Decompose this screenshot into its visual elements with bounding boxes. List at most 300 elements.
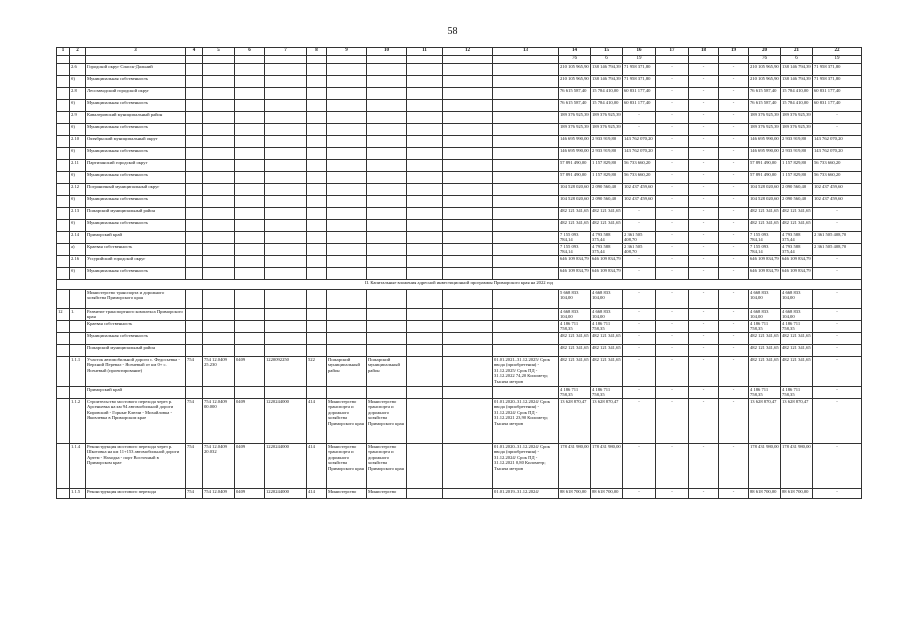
cell-col-7: 1220092250 <box>265 357 307 387</box>
cell-col-1 <box>57 220 70 232</box>
cell-col-15: 4 186 711 758,35 <box>591 387 623 399</box>
cell-col-22: - <box>813 387 862 399</box>
cell-col-12 <box>443 357 493 387</box>
cell-col-17: - <box>656 232 689 244</box>
cell-col-4 <box>186 321 203 333</box>
cell-col-5 <box>203 184 235 196</box>
column-number-2: 2 <box>70 48 86 56</box>
table-row <box>57 268 862 280</box>
cell-col-19: - <box>719 444 749 489</box>
cell-col-2: б) <box>70 100 86 112</box>
cell-col-6 <box>235 136 265 148</box>
cell-col-2: 2.9 <box>70 112 86 124</box>
cell-col-7 <box>265 112 307 124</box>
cell-col-4 <box>186 232 203 244</box>
cell-col-6 <box>235 220 265 232</box>
cell-col-10: Министерство транспорта и дорожного хозяйства Приморского края <box>367 399 407 444</box>
cell-col-2: 2.14 <box>70 232 86 244</box>
cell-col-7 <box>265 160 307 172</box>
cell-col-13 <box>493 100 559 112</box>
cell-col-15: 15 784 410,00 <box>591 100 623 112</box>
page-number: 58 <box>447 26 458 37</box>
cell-col-5 <box>203 208 235 220</box>
cell-col-13 <box>493 268 559 280</box>
cell-col-8 <box>307 333 327 345</box>
table-row <box>57 256 862 268</box>
cell-col-3: Городской округ Спасск-Дальний <box>86 64 186 76</box>
cell-col-7 <box>265 184 307 196</box>
cell-col-16: - <box>623 290 656 309</box>
cell-col-4 <box>186 124 203 136</box>
cell-col-7: 1220244000 <box>265 489 307 499</box>
cell-col-13 <box>493 88 559 100</box>
cell-col-12 <box>443 333 493 345</box>
cell-col-10 <box>367 160 407 172</box>
cell-col-17: - <box>656 256 689 268</box>
cell-col-5 <box>203 256 235 268</box>
cell-col-5 <box>203 112 235 124</box>
cell-col-15: 482 121 341,65 <box>591 220 623 232</box>
cell-col-17: - <box>656 196 689 208</box>
table-row <box>57 184 862 196</box>
column-number-7: 7 <box>265 48 307 56</box>
table-row <box>57 290 862 309</box>
cell-col-21: 2 933 919,80 <box>781 136 813 148</box>
cell-col-12 <box>443 489 493 499</box>
cell-col-10: Министерство транспорта и дорожного хозяйства Приморского края <box>367 444 407 489</box>
cell-col-15: 2 933 919,80 <box>591 136 623 148</box>
cell-col-12 <box>443 345 493 357</box>
cell-col-14: 5 668 833 104,00 <box>559 290 591 309</box>
cell-col-7: 1220244000 <box>265 444 307 489</box>
cell-col-16: 102 437 459,60 <box>623 196 656 208</box>
cell-col-13 <box>493 172 559 184</box>
cell-col-6 <box>235 172 265 184</box>
cell-col-1 <box>57 148 70 160</box>
cell-col-5 <box>203 160 235 172</box>
cell-col-17: - <box>656 136 689 148</box>
cell-col-9: Министерство транспорта и дорожного хозяйства Приморского края <box>327 444 367 489</box>
cell-col-8 <box>307 172 327 184</box>
cell-col-8 <box>307 244 327 256</box>
cell-col-22: - <box>813 290 862 309</box>
cell-col-18: - <box>689 399 719 444</box>
cell-col-6 <box>235 76 265 88</box>
cell-col-2: 1. <box>70 309 86 321</box>
cell-col-14: 4 668 833 104,00 <box>559 309 591 321</box>
cell-col-16: - <box>623 124 656 136</box>
cell-col-17: - <box>656 88 689 100</box>
cell-col-19: - <box>719 244 749 256</box>
column-number-3: 3 <box>86 48 186 56</box>
cell-col-8 <box>307 112 327 124</box>
cell-col-21: 189 376 925,39 <box>781 124 813 136</box>
cell-col-2: 2.12 <box>70 184 86 196</box>
cell-col-14: 482 121 341,65 <box>559 220 591 232</box>
cell-col-6 <box>235 309 265 321</box>
cell-col-3: Муниципальная собственность <box>86 196 186 208</box>
cell-col-22: - <box>813 256 862 268</box>
cell-col-13 <box>493 244 559 256</box>
cell-col-11 <box>407 208 443 220</box>
cell-col-17: - <box>656 399 689 444</box>
cell-col-10 <box>367 232 407 244</box>
cell-col-17: - <box>656 208 689 220</box>
cell-col-21: 2 933 919,80 <box>781 148 813 160</box>
cell-col-18 <box>689 56 719 64</box>
table-row <box>57 489 862 499</box>
cell-col-19: - <box>719 220 749 232</box>
cell-col-12 <box>443 148 493 160</box>
cell-col-9 <box>327 333 367 345</box>
cell-col-7 <box>265 124 307 136</box>
cell-col-7 <box>265 321 307 333</box>
cell-col-9 <box>327 100 367 112</box>
cell-col-9 <box>327 345 367 357</box>
cell-col-1 <box>57 100 70 112</box>
cell-col-20: 7 155 093 784,14 <box>749 244 781 256</box>
cell-col-16: - <box>623 112 656 124</box>
cell-col-1 <box>57 333 70 345</box>
cell-col-16: 2 361 505 408,70 <box>623 232 656 244</box>
cell-col-1 <box>57 172 70 184</box>
cell-col-6 <box>235 112 265 124</box>
cell-col-13 <box>493 309 559 321</box>
cell-col-2: 1.1.2 <box>70 399 86 444</box>
cell-col-19: - <box>719 399 749 444</box>
cell-col-10: Министерство <box>367 489 407 499</box>
cell-col-21: 6 <box>781 56 813 64</box>
cell-col-1 <box>57 112 70 124</box>
cell-col-16: 71 958 371,80 <box>623 76 656 88</box>
cell-col-5 <box>203 309 235 321</box>
cell-col-14: 4 186 711 758,35 <box>559 321 591 333</box>
cell-col-3: Муниципальная собственность <box>86 172 186 184</box>
cell-col-2: 2.11 <box>70 160 86 172</box>
cell-col-6 <box>235 100 265 112</box>
cell-col-11 <box>407 268 443 280</box>
cell-col-14: 76 615 587,40 <box>559 100 591 112</box>
cell-col-11 <box>407 244 443 256</box>
cell-col-4: 754 <box>186 357 203 387</box>
cell-col-20: 104 528 020,60 <box>749 196 781 208</box>
cell-col-12 <box>443 124 493 136</box>
cell-col-19 <box>719 56 749 64</box>
cell-col-12 <box>443 208 493 220</box>
cell-col-10 <box>367 124 407 136</box>
cell-col-8 <box>307 64 327 76</box>
cell-col-4: 754 <box>186 399 203 444</box>
cell-col-16: - <box>623 268 656 280</box>
cell-col-13 <box>493 148 559 160</box>
cell-col-22: 56 733 660,20 <box>813 172 862 184</box>
cell-col-8 <box>307 256 327 268</box>
cell-col-19: - <box>719 232 749 244</box>
cell-col-1 <box>57 444 70 489</box>
cell-col-20: 57 891 490,00 <box>749 172 781 184</box>
cell-col-4 <box>186 112 203 124</box>
cell-col-3 <box>86 56 186 64</box>
column-number-13: 13 <box>493 48 559 56</box>
cell-col-3: Муниципальная собственность <box>86 220 186 232</box>
cell-col-14: 57 891 490,00 <box>559 172 591 184</box>
cell-col-4 <box>186 196 203 208</box>
cell-col-10 <box>367 64 407 76</box>
cell-col-17: - <box>656 112 689 124</box>
cell-col-22: 2 361 505 408,70 <box>813 244 862 256</box>
cell-col-4 <box>186 136 203 148</box>
cell-col-18: - <box>689 309 719 321</box>
cell-col-13 <box>493 76 559 88</box>
cell-col-16: 102 437 459,60 <box>623 184 656 196</box>
cell-col-8 <box>307 184 327 196</box>
cell-col-11 <box>407 76 443 88</box>
cell-col-18: - <box>689 387 719 399</box>
cell-col-3: Министерство транспорта и дорожного хозяйства Приморского края <box>86 290 186 309</box>
cell-col-20: 104 528 020,60 <box>749 184 781 196</box>
cell-col-13 <box>493 56 559 64</box>
cell-col-10 <box>367 196 407 208</box>
cell-col-11 <box>407 333 443 345</box>
cell-col-6 <box>235 345 265 357</box>
cell-col-7 <box>265 387 307 399</box>
column-number-6: 6 <box>235 48 265 56</box>
cell-col-16: - <box>623 489 656 499</box>
cell-col-2 <box>70 345 86 357</box>
cell-col-1 <box>57 56 70 64</box>
cell-col-16: 143 762 070,20 <box>623 136 656 148</box>
cell-col-22: - <box>813 321 862 333</box>
cell-col-10 <box>367 172 407 184</box>
cell-col-18: - <box>689 196 719 208</box>
cell-col-4 <box>186 333 203 345</box>
cell-col-21: 482 121 341,65 <box>781 208 813 220</box>
cell-col-3: Реконструкция мостового перехода <box>86 489 186 499</box>
cell-col-11 <box>407 172 443 184</box>
cell-col-11 <box>407 124 443 136</box>
cell-col-20: 646 109 834,79 <box>749 268 781 280</box>
cell-col-3: Строительство мостового перехода через р. Арсеньевка на км 94 автомобильной дороги Кировский - Горные Ключи - Михайловка - Яковлевка в Приморском крае <box>86 399 186 444</box>
cell-col-16: 56 733 660,20 <box>623 172 656 184</box>
cell-col-17: - <box>656 160 689 172</box>
cell-col-3: Приморский край <box>86 232 186 244</box>
cell-col-10 <box>367 268 407 280</box>
cell-col-3: Лесозаводский городской округ <box>86 88 186 100</box>
cell-col-12 <box>443 321 493 333</box>
cell-col-19: - <box>719 345 749 357</box>
cell-col-11 <box>407 489 443 499</box>
cell-col-17: - <box>656 489 689 499</box>
cell-col-21: 189 376 925,39 <box>781 112 813 124</box>
cell-col-3: Участок автомобильной дороги с. Федосьевка - Верхний Перевал - Ясеневый от км 0+ с. Ясеневый (проектирование) <box>86 357 186 387</box>
cell-col-10 <box>367 244 407 256</box>
cell-col-3: Реконструкция мостового перехода через р. Шкотовка на км 11+153 автомобильной дороги Артем - Находка - порт Восточный в Приморском крае <box>86 444 186 489</box>
cell-col-6 <box>235 387 265 399</box>
cell-col-7 <box>265 290 307 309</box>
cell-col-22: 19 <box>813 56 862 64</box>
cell-col-16: - <box>623 256 656 268</box>
table-row <box>57 112 862 124</box>
cell-col-17: - <box>656 172 689 184</box>
cell-col-4 <box>186 309 203 321</box>
cell-col-2: б) <box>70 196 86 208</box>
cell-col-17: - <box>656 184 689 196</box>
cell-col-17: - <box>656 387 689 399</box>
cell-col-8 <box>307 196 327 208</box>
cell-col-2 <box>70 290 86 309</box>
cell-col-8 <box>307 345 327 357</box>
cell-col-12 <box>443 244 493 256</box>
cell-col-14: 104 528 020,60 <box>559 184 591 196</box>
cell-col-15: 13 628 870,47 <box>591 399 623 444</box>
cell-col-15: 482 121 341,65 <box>591 208 623 220</box>
cell-col-17: - <box>656 148 689 160</box>
cell-col-15: 482 121 341,65 <box>591 357 623 387</box>
cell-col-10 <box>367 76 407 88</box>
cell-col-14: 13 628 870,47 <box>559 399 591 444</box>
cell-col-22: 60 831 177,40 <box>813 88 862 100</box>
cell-col-10 <box>367 345 407 357</box>
cell-col-13 <box>493 208 559 220</box>
cell-col-16: 71 958 371,80 <box>623 64 656 76</box>
cell-col-22: - <box>813 124 862 136</box>
cell-col-15: 2 933 919,80 <box>591 148 623 160</box>
cell-col-3: Краевая собственность <box>86 244 186 256</box>
cell-col-15: 178 431 980,00 <box>591 444 623 489</box>
cell-col-8 <box>307 160 327 172</box>
cell-col-11 <box>407 112 443 124</box>
cell-col-16: - <box>623 220 656 232</box>
cell-col-22: 143 762 070,20 <box>813 148 862 160</box>
cell-col-20: 146 695 990,00 <box>749 136 781 148</box>
cell-col-2 <box>70 387 86 399</box>
cell-col-19: - <box>719 387 749 399</box>
cell-col-6 <box>235 184 265 196</box>
column-number-4: 4 <box>186 48 203 56</box>
cell-col-10: Пожарский муниципальный район <box>367 357 407 387</box>
cell-col-16: - <box>623 333 656 345</box>
cell-col-11 <box>407 184 443 196</box>
cell-col-2: 1.1.5 <box>70 489 86 499</box>
cell-col-20: 482 121 341,65 <box>749 345 781 357</box>
cell-col-17: - <box>656 357 689 387</box>
cell-col-4 <box>186 64 203 76</box>
cell-col-12 <box>443 444 493 489</box>
table-row <box>57 208 862 220</box>
cell-col-20: 76 615 587,40 <box>749 100 781 112</box>
cell-col-11 <box>407 148 443 160</box>
cell-col-21: 15 784 410,00 <box>781 88 813 100</box>
cell-col-21: 15 784 410,00 <box>781 100 813 112</box>
cell-col-8 <box>307 232 327 244</box>
cell-col-7 <box>265 345 307 357</box>
cell-col-17: - <box>656 309 689 321</box>
cell-col-14: 482 121 341,65 <box>559 208 591 220</box>
cell-col-16: 19 <box>623 56 656 64</box>
cell-col-8 <box>307 309 327 321</box>
cell-col-10 <box>367 208 407 220</box>
cell-col-14: 482 121 341,65 <box>559 333 591 345</box>
cell-col-13: 01.01.2020–31.12.2024/ Срок ввода (приобретения) - 31.12.2024/ Срок ПД - 31.12.2021 0,80 Километр; Тысяча метров <box>493 444 559 489</box>
cell-col-16: - <box>623 208 656 220</box>
cell-col-16: - <box>623 321 656 333</box>
cell-col-4 <box>186 256 203 268</box>
cell-col-15: 4 668 833 104,00 <box>591 290 623 309</box>
cell-col-5 <box>203 88 235 100</box>
column-number-20: 20 <box>749 48 781 56</box>
cell-col-20: 482 121 341,65 <box>749 357 781 387</box>
cell-col-7 <box>265 76 307 88</box>
column-numbers-row <box>57 48 862 56</box>
cell-col-19: - <box>719 290 749 309</box>
column-number-11: 11 <box>407 48 443 56</box>
cell-col-22: - <box>813 220 862 232</box>
cell-col-21: 2 090 560,40 <box>781 196 813 208</box>
cell-col-19: - <box>719 148 749 160</box>
cell-col-12 <box>443 56 493 64</box>
cell-col-13 <box>493 112 559 124</box>
cell-col-9 <box>327 160 367 172</box>
cell-col-22: 2 361 505 408,70 <box>813 232 862 244</box>
cell-col-21: 138 146 794,39 <box>781 76 813 88</box>
cell-col-22: - <box>813 208 862 220</box>
cell-col-9 <box>327 124 367 136</box>
cell-col-9 <box>327 256 367 268</box>
cell-col-10 <box>367 256 407 268</box>
cell-col-6 <box>235 196 265 208</box>
table-row <box>57 196 862 208</box>
cell-col-10 <box>367 333 407 345</box>
cell-col-12 <box>443 256 493 268</box>
cell-col-4 <box>186 208 203 220</box>
cell-col-11 <box>407 387 443 399</box>
cell-col-6 <box>235 124 265 136</box>
cell-col-8 <box>307 290 327 309</box>
cell-col-9 <box>327 232 367 244</box>
cell-col-14: 76 615 587,40 <box>559 88 591 100</box>
cell-col-12 <box>443 88 493 100</box>
cell-col-11 <box>407 399 443 444</box>
cell-col-5 <box>203 290 235 309</box>
cell-col-12 <box>443 184 493 196</box>
cell-col-8 <box>307 56 327 64</box>
cell-col-10 <box>367 387 407 399</box>
cell-col-5 <box>203 220 235 232</box>
cell-col-20: 646 109 834,79 <box>749 256 781 268</box>
cell-col-12 <box>443 196 493 208</box>
cell-col-13 <box>493 220 559 232</box>
table-row <box>57 160 862 172</box>
cell-col-19: - <box>719 172 749 184</box>
cell-col-5 <box>203 387 235 399</box>
cell-col-12 <box>443 160 493 172</box>
cell-col-11 <box>407 357 443 387</box>
cell-col-8 <box>307 76 327 88</box>
cell-col-15: 1 157 829,80 <box>591 160 623 172</box>
cell-col-20: 57 891 490,00 <box>749 160 781 172</box>
cell-col-17: - <box>656 100 689 112</box>
cell-col-6 <box>235 268 265 280</box>
cell-col-8 <box>307 88 327 100</box>
cell-col-3: Муниципальная собственность <box>86 100 186 112</box>
cell-col-1 <box>57 184 70 196</box>
cell-col-7: 1220244000 <box>265 399 307 444</box>
cell-col-18: - <box>689 100 719 112</box>
column-number-21: 21 <box>781 48 813 56</box>
cell-col-1 <box>57 345 70 357</box>
table-row <box>57 136 862 148</box>
cell-col-18: - <box>689 489 719 499</box>
